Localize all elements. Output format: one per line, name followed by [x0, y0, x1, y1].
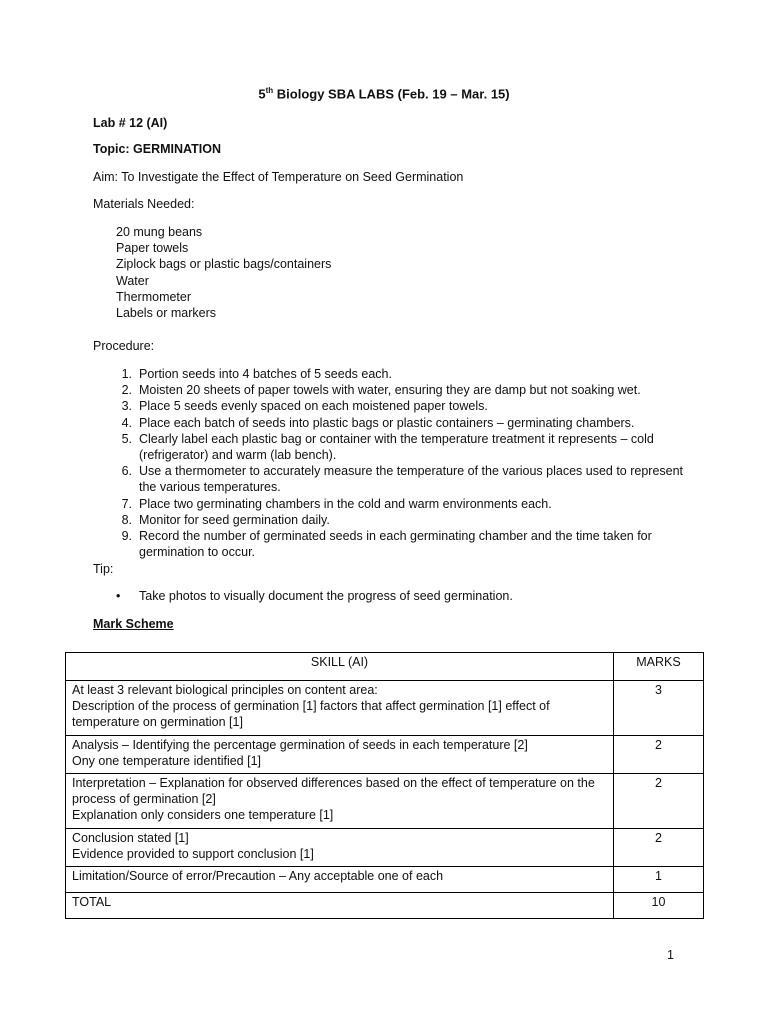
table-row	[66, 774, 704, 829]
column-header-skill: SKILL (AI)	[66, 653, 614, 681]
table-row	[66, 681, 704, 736]
list-item: 6. Use a thermometer to accurately measure the temperature of the various places used to represent the various temperatures.	[121, 464, 684, 495]
materials-list	[116, 224, 331, 321]
skill-cell: Conclusion stated [1] Evidence provided to support conclusion [1]	[66, 828, 614, 866]
list-item: Water	[116, 273, 149, 288]
list-item: 7. Place two germinating chambers in the cold and warm environments each.	[121, 496, 552, 511]
list-item: Thermometer	[116, 289, 192, 304]
table-header-row	[66, 653, 704, 681]
list-item: 9. Record the number of germinated seeds in each germinating chamber and the time taken for germination to occur.	[121, 529, 652, 560]
list-item: 20 mung beans	[116, 225, 203, 239]
list-item: • Take photos to visually document the progress of seed germination.	[116, 589, 513, 603]
procedure-heading: Procedure:	[93, 339, 155, 353]
skill-cell: Limitation/Source of error/Precaution – Any acceptable one of each	[66, 867, 614, 893]
page-number: 1	[667, 948, 674, 962]
list-item: Paper towels	[116, 241, 189, 256]
list-item: 8. Monitor for seed germination daily.	[121, 512, 330, 527]
marks-cell: 2	[614, 828, 704, 866]
total-marks: 10	[614, 893, 704, 919]
skill-cell: Interpretation – Explanation for observed differences based on the effect of temperature on the process of germination [2] Explanation only considers one temperature [1]	[66, 774, 614, 829]
topic: Topic: GERMINATION	[93, 142, 221, 156]
table-row	[66, 735, 704, 773]
table-total-row	[66, 893, 704, 919]
aim: Aim: To Investigate the Effect of Temperature on Seed Germination	[93, 170, 464, 184]
marks-cell: 1	[614, 867, 704, 893]
tips-list	[116, 589, 513, 603]
list-item: 4. Place each batch of seeds into plastic bags or plastic containers – germinating chambers.	[121, 415, 635, 430]
skill-cell: Analysis – Identifying the percentage germination of seeds in each temperature [2] Ony one temperature identified [1]	[66, 735, 614, 773]
table-row	[66, 867, 704, 893]
materials-heading: Materials Needed:	[93, 197, 195, 211]
mark-scheme-table	[65, 652, 704, 919]
list-item: Labels or markers	[116, 306, 217, 321]
mark-scheme-heading: Mark Scheme	[93, 617, 174, 631]
table-row	[66, 828, 704, 866]
marks-cell: 2	[614, 735, 704, 773]
list-item: 1. Portion seeds into 4 batches of 5 seeds each.	[121, 367, 392, 381]
tip-heading: Tip:	[93, 562, 114, 576]
skill-cell: At least 3 relevant biological principles on content area: Description of the process of germination [1] factors that affect germination [1] effect of temperature on germination [1]	[66, 681, 614, 736]
list-item: Ziplock bags or plastic bags/containers	[116, 257, 332, 272]
list-item: 2. Moisten 20 sheets of paper towels with water, ensuring they are damp but not soaking wet.	[121, 383, 641, 398]
total-label: TOTAL	[66, 893, 614, 919]
bullet-icon: •	[116, 589, 121, 603]
page-title: 5th Biology SBA LABS (Feb. 19 – Mar. 15)	[258, 86, 510, 102]
lab-number: Lab # 12 (AI)	[93, 116, 168, 130]
list-item: 3. Place 5 seeds evenly spaced on each moistened paper towels.	[121, 399, 488, 414]
list-item: 5. Clearly label each plastic bag or container with the temperature treatment it represents – cold (refrigerator) and warm (lab bench).	[121, 431, 654, 463]
column-header-marks: MARKS	[614, 653, 704, 681]
procedure-list	[116, 366, 696, 560]
marks-cell: 2	[614, 774, 704, 829]
marks-cell: 3	[614, 681, 704, 736]
